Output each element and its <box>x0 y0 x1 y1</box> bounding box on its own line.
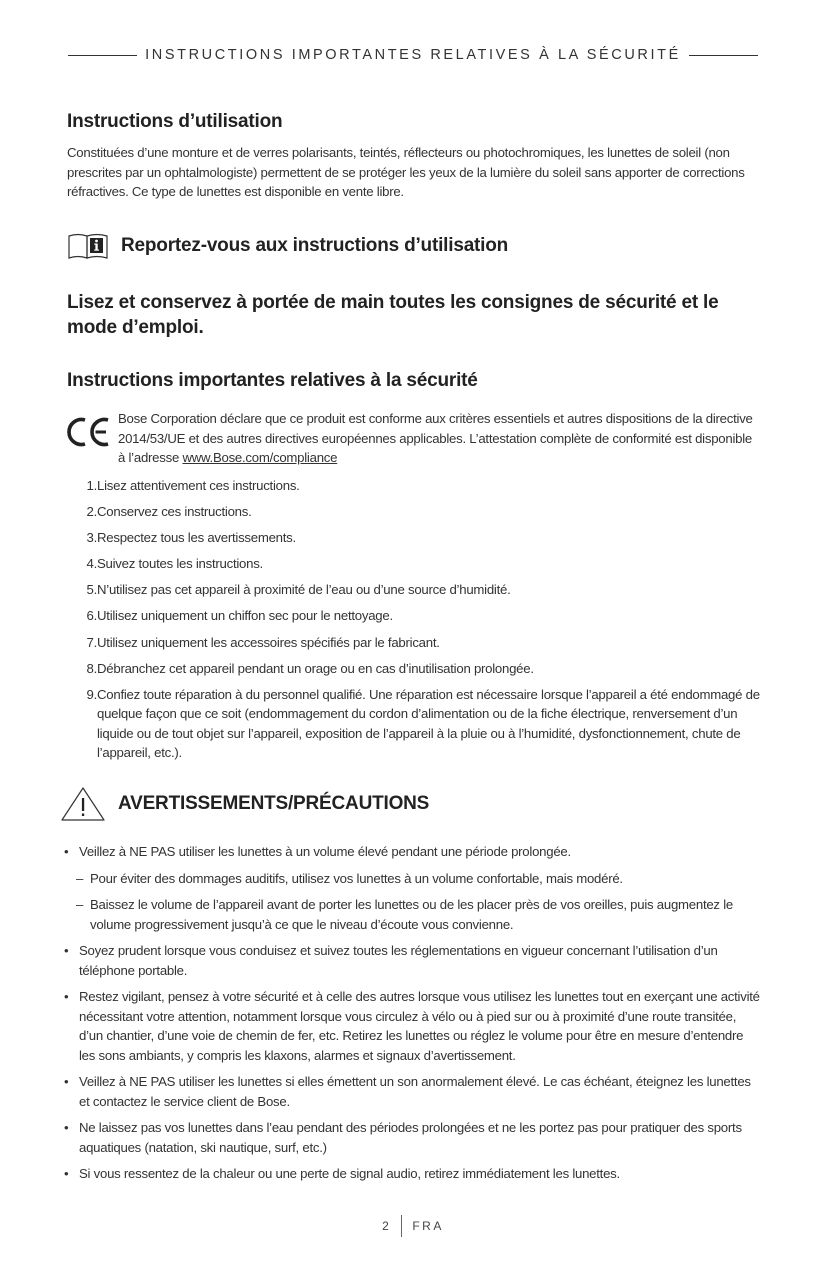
page-header <box>68 47 758 63</box>
page-footer <box>0 1215 826 1237</box>
warning-item <box>64 842 762 862</box>
bullet-marker: • <box>64 989 69 1004</box>
list-item-number <box>68 476 97 496</box>
list-item-number <box>68 580 97 600</box>
bullet-marker: • <box>64 943 69 958</box>
warning-text: Veillez à NE PAS utiliser les lunettes si elles émettent un son anormalement élevé. Le cas échéant, éteignez les lunettes et contactez le service client de Bose. <box>79 1074 751 1109</box>
warning-subitem <box>64 895 762 934</box>
list-item-number-text: 6. <box>86 608 97 624</box>
warning-text: Soyez prudent lorsque vous conduisez et suivez toutes les réglementations en vigueur concernant l’utilisation d’un téléphone portable. <box>79 943 718 978</box>
reference-text: Reportez-vous aux instructions d’utilisation <box>121 234 509 256</box>
list-item-text: Utilisez uniquement un chiffon sec pour le nettoyage. <box>97 608 393 624</box>
list-item-text: Confiez toute réparation à du personnel qualifié. Une réparation est nécessaire lorsque l’appareil a été endommagé de quelque façon que ce soit (endommagement du cordon d’alimentation ou de la fiche électrique, renversement d’un liquide ou de tout objet sur l’appareil, exposition de l’appareil à la pluie ou à l’humidité, dysfonctionnement, chute de l’appareil, etc.). <box>97 686 760 761</box>
safety-heading-wrap <box>67 370 758 392</box>
list-item-number-text: 3. <box>86 530 97 546</box>
list-item-text: Utilisez uniquement les accessoires spécifiés par le fabricant. <box>97 634 440 650</box>
warning-item <box>64 1072 762 1111</box>
warning-triangle-icon <box>60 786 106 822</box>
list-item-number-text: 2. <box>86 504 97 520</box>
list-item-text: Lisez attentivement ces instructions. <box>97 478 300 493</box>
header-rule-left <box>68 55 137 56</box>
ce-declaration <box>118 409 762 468</box>
warnings-list <box>64 842 762 1191</box>
safety-heading: Instructions importantes relatives à la sécurité <box>67 370 478 391</box>
dash-marker: – <box>76 870 84 886</box>
usage-section <box>67 111 758 202</box>
list-item <box>68 476 762 496</box>
reference-line <box>68 232 508 259</box>
warning-item <box>64 1118 762 1157</box>
list-item-number-text: 1. <box>86 478 97 493</box>
ce-mark-icon <box>66 416 112 448</box>
warning-text: Restez vigilant, pensez à votre sécurité et à celle des autres lorsque vous utilisez les lunettes tout en exerçant une activité nécessitant votre attention, notamment lorsque vous circulez à vélo ou à pied sur ou à proximité d’une route transitée, d’un chantier, d’une voie de chemin de fer, etc. Retirez les lunettes ou réglez le volume pour être en mesure d’entendre les sons ambiants, y compris les klaxons, alarmes et signaux d’avertissement. <box>79 989 760 1063</box>
bullet-marker: • <box>64 844 69 859</box>
warnings-heading: AVERTISSEMENTS/PRÉCAUTIONS <box>118 793 430 814</box>
list-item-text: Suivez toutes les instructions. <box>97 556 263 572</box>
list-item <box>68 528 762 548</box>
list-item-text: Débranchez cet appareil pendant un orage ou en cas d’inutilisation prolongée. <box>97 660 534 676</box>
warning-item <box>64 1164 762 1184</box>
warning-text: Veillez à NE PAS utiliser les lunettes à un volume élevé pendant une période prolongée. <box>79 844 571 859</box>
warnings-heading-line <box>60 786 429 822</box>
safety-instructions-list <box>68 476 762 769</box>
list-item-number-text: 9. <box>86 686 97 702</box>
compliance-link[interactable]: www.Bose.com/compliance <box>182 450 338 465</box>
warning-text: Baissez le volume de l’appareil avant de porter les lunettes ou de les placer près de vos oreilles, puis augmentez le volume progressivement jusqu’à ce que le niveau d’écoute vous convienne. <box>90 897 733 932</box>
dash-marker: – <box>76 897 84 912</box>
list-item <box>68 554 762 574</box>
list-item-number <box>68 554 97 574</box>
list-item-text: Respectez tous les avertissements. <box>97 530 296 546</box>
warning-subitem <box>64 869 762 889</box>
list-item-number-text: 7. <box>86 634 97 650</box>
list-item <box>68 580 762 600</box>
info-manual-icon <box>68 232 108 259</box>
bullet-marker: • <box>64 1074 69 1089</box>
header-title: INSTRUCTIONS IMPORTANTES RELATIVES À LA SÉCURITÉ <box>145 47 681 63</box>
list-item <box>68 606 762 626</box>
bullet-marker: • <box>64 1120 69 1135</box>
list-item-number <box>68 502 97 522</box>
list-item-number-text: 5. <box>86 582 97 598</box>
usage-heading: Instructions d’utilisation <box>67 111 283 132</box>
usage-text: Constituées d’une monture et de verres polarisants, teintés, réflecteurs ou photochromiques, les lunettes de soleil (non prescrites par un ophtalmologiste) permettent de se protéger les yeux de la lumière du soleil sans apporter de corrections réfractives. Ce type de lunettes est disponible en vente libre. <box>67 145 745 199</box>
list-item-number <box>68 633 97 653</box>
list-item-text: N’utilisez pas cet appareil à proximité de l’eau ou d’une source d’humidité. <box>97 582 511 598</box>
list-item <box>68 685 762 763</box>
list-item-number <box>68 528 97 548</box>
ce-declaration-text: Bose Corporation déclare que ce produit est conforme aux critères essentiels et autres dispositions de la directive 2014/53/UE et des autres directives européennes applicables. L’attestation complète de conformité est disponible à l’adresse <box>118 411 753 465</box>
list-item-number <box>68 685 97 763</box>
warning-item <box>64 941 762 980</box>
list-item-number <box>68 659 97 679</box>
header-rule-right <box>689 55 758 56</box>
list-item <box>68 633 762 653</box>
warning-text: Si vous ressentez de la chaleur ou une perte de signal audio, retirez immédiatement les lunettes. <box>79 1166 620 1181</box>
language-code: FRA <box>412 1219 444 1233</box>
list-item <box>68 659 762 679</box>
list-item <box>68 502 762 522</box>
warning-item <box>64 987 762 1065</box>
warning-text: Ne laissez pas vos lunettes dans l’eau pendant des périodes prolongées et ne les portez pas pour pratiquer des sports aquatiques (natation, ski nautique, surf, etc.) <box>79 1120 742 1155</box>
bullet-marker: • <box>64 1166 69 1181</box>
page-number: 2 <box>382 1219 392 1233</box>
list-item-number-text: 8. <box>86 660 97 676</box>
warning-text: Pour éviter des dommages auditifs, utilisez vos lunettes à un volume confortable, mais modéré. <box>90 870 623 886</box>
list-item-number <box>68 606 97 626</box>
list-item-text: Conservez ces instructions. <box>97 504 252 520</box>
keep-notice: Lisez et conservez à portée de main toutes les consignes de sécurité et le mode d’emploi. <box>67 292 719 338</box>
list-item-number-text: 4. <box>86 556 97 572</box>
